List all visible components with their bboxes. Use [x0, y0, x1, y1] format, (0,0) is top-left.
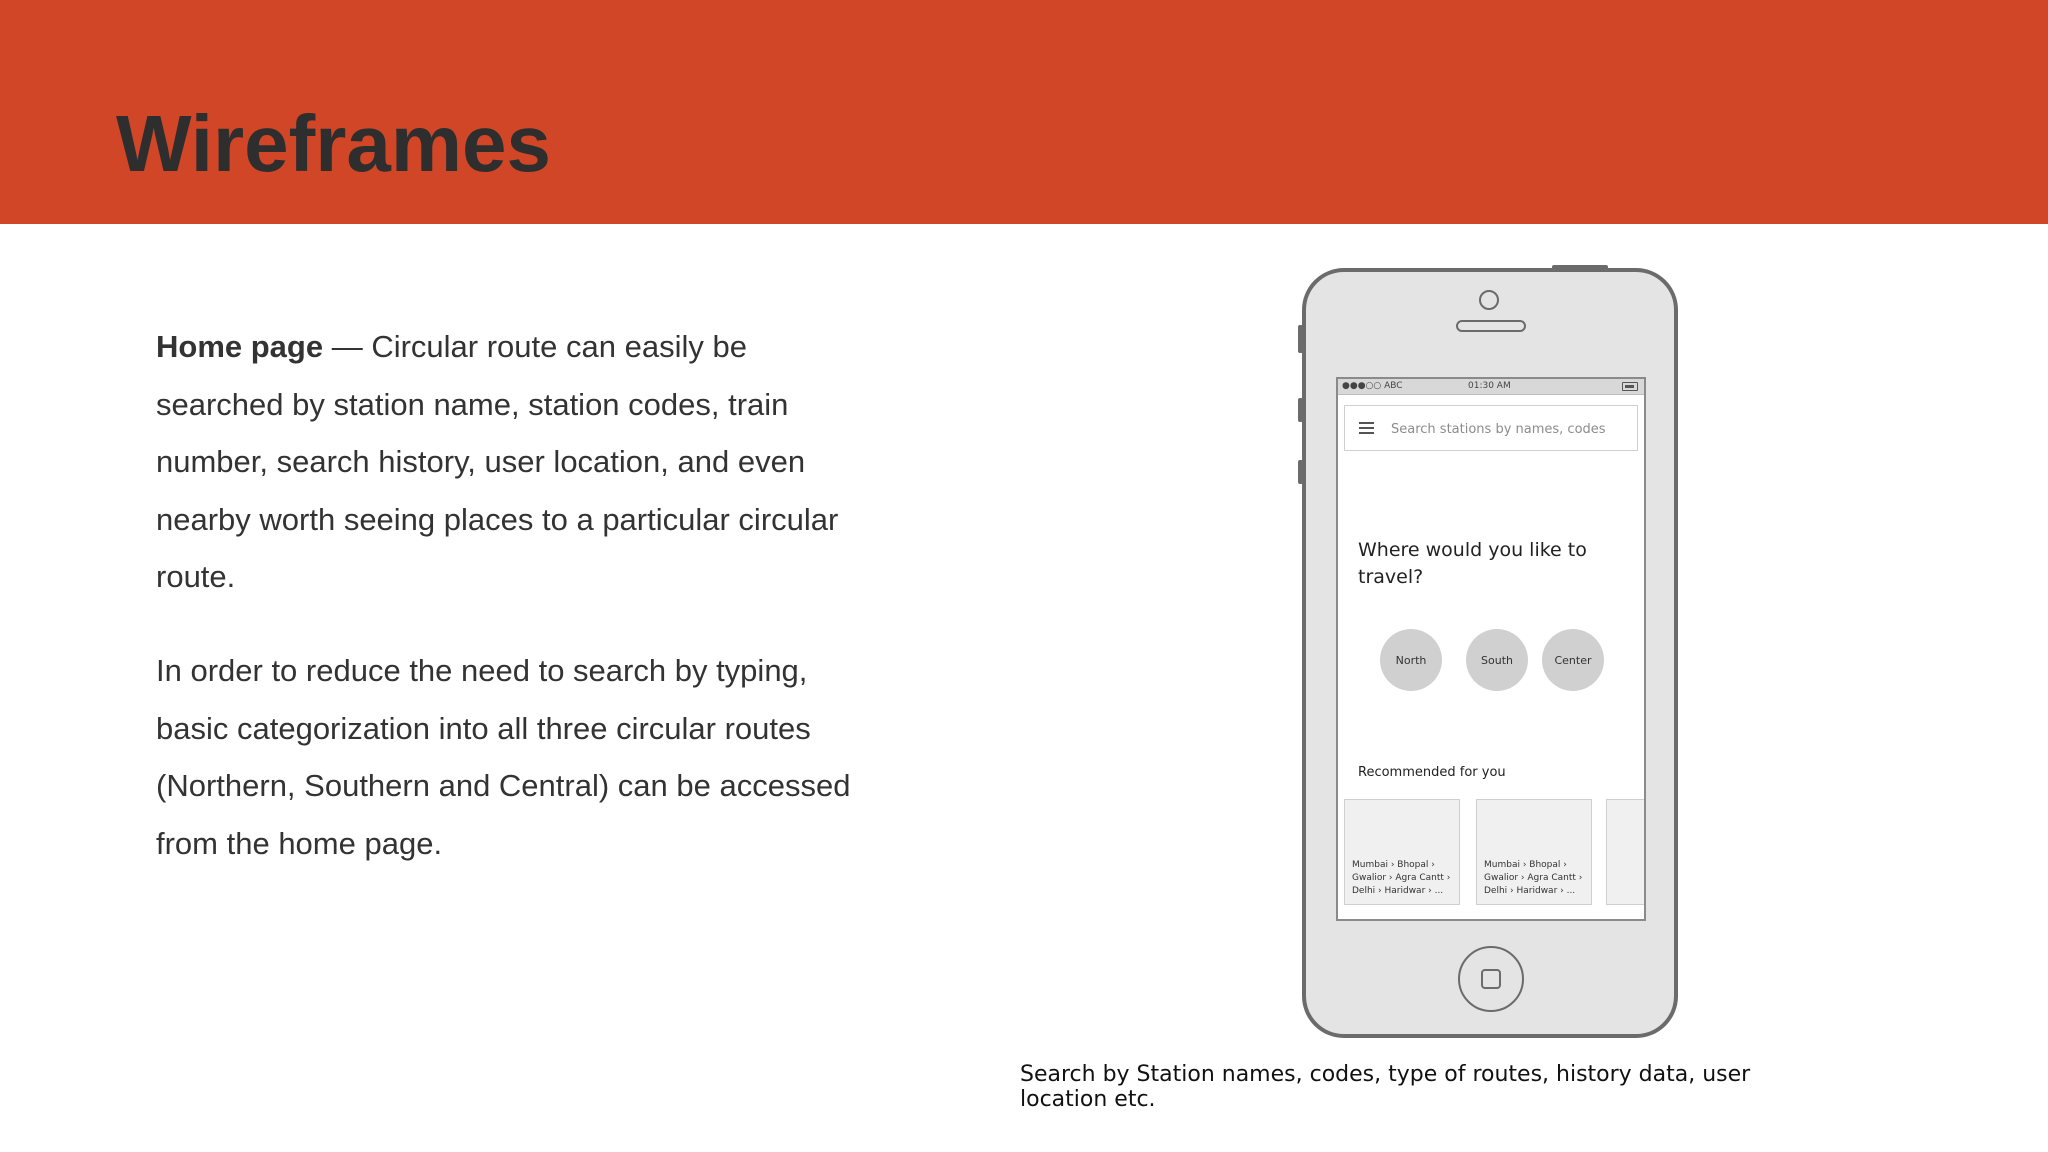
- recommended-heading: Recommended for you: [1358, 765, 1506, 780]
- paragraph-body: — Circular route can easily be searched by station name, station codes, train number, search history, user location, and even nearby worth seeing places to a particular circular route.: [156, 329, 839, 595]
- travel-question: Where would you like to travel?: [1358, 539, 1587, 588]
- figure-caption: Search by Station names, codes, type of routes, history data, user location etc.: [1020, 1062, 1751, 1112]
- front-camera-icon: [1479, 290, 1499, 310]
- phone-screen: [1336, 377, 1646, 921]
- recommended-card-route: Mumbai › Bhopal › Gwalior › Agra Cantt › Delhi › Haridwar › ...: [1352, 860, 1451, 896]
- search-bar[interactable]: [1344, 405, 1638, 451]
- description-text: [156, 318, 856, 872]
- paragraph-home-page: [156, 318, 856, 606]
- paragraph-heading: Home page: [156, 329, 324, 364]
- battery-icon: [1622, 382, 1638, 391]
- status-bar: [1338, 379, 1644, 395]
- speaker-icon: [1456, 320, 1526, 332]
- recommended-card[interactable]: [1476, 799, 1592, 905]
- recommended-card[interactable]: [1344, 799, 1460, 905]
- home-button[interactable]: [1458, 946, 1524, 1012]
- recommended-card-route: Mumbai › Bhopal › Gwalior › Agra Cantt › Delhi › Haridwar › ...: [1484, 860, 1583, 896]
- recommended-card-partial[interactable]: [1606, 799, 1646, 905]
- home-button-icon: [1481, 969, 1501, 989]
- status-carrier: ●●●○○ ABC: [1342, 381, 1403, 391]
- page-title: Wireframes: [116, 99, 552, 188]
- route-north-button[interactable]: North: [1380, 629, 1442, 691]
- route-south-button[interactable]: South: [1466, 629, 1528, 691]
- status-time: 01:30 AM: [1468, 381, 1511, 391]
- search-input[interactable]: [1391, 419, 1631, 439]
- paragraph-categorization: In order to reduce the need to search by typing, basic categorization into all three circular routes (Northern, Southern and Central) can be accessed from the home page.: [156, 652, 851, 861]
- hamburger-menu-icon[interactable]: [1359, 422, 1374, 435]
- route-center-button[interactable]: Center: [1542, 629, 1604, 691]
